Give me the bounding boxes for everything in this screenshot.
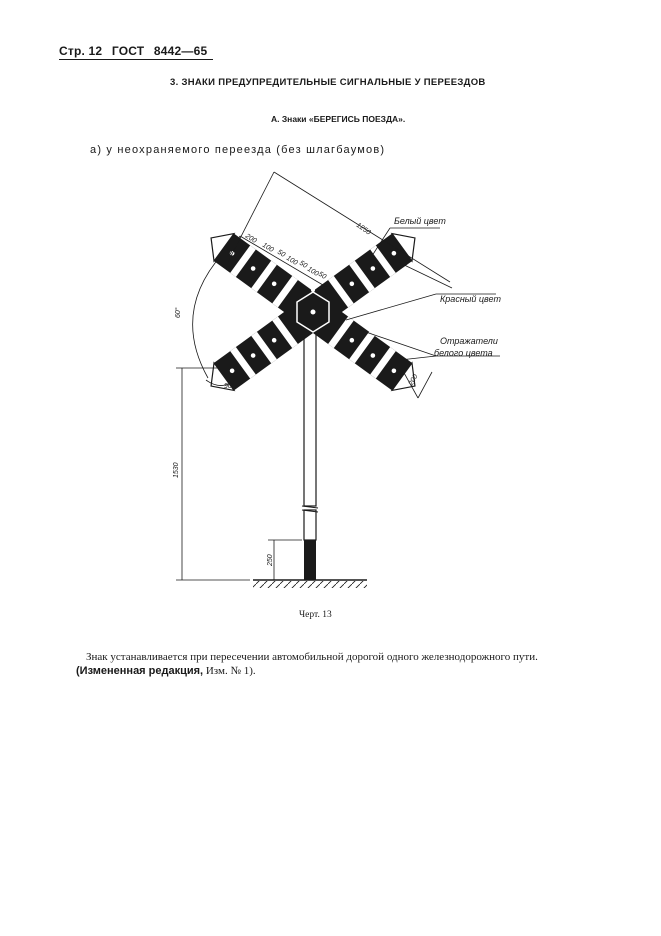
body-text: Знак устанавливается при пересечении автомобильной дорогой одного железнодорожного пути. <box>86 651 538 663</box>
ground <box>253 580 367 588</box>
label-white: Белый цвет <box>394 216 446 226</box>
variant-heading: а) у неохраняемого переезда (без шлагбаумов) <box>90 144 386 156</box>
dim-d4: 100 <box>284 254 299 267</box>
standard-number: 8442—65 <box>153 44 208 58</box>
amendment-bold: (Измененная редакция, <box>76 665 204 677</box>
standard-label: ГОСТ <box>111 44 145 58</box>
dim-width: 200 <box>407 373 420 387</box>
page-number: Стр. 12 <box>59 44 103 58</box>
dim-height: 1530 <box>173 462 180 478</box>
dim-d2: 100 <box>260 241 275 254</box>
post <box>302 330 318 580</box>
amendment-rest: Изм. № 1). <box>203 665 256 677</box>
label-red: Красный цвет <box>440 294 501 304</box>
dim-d7: 50 <box>316 270 328 281</box>
dim-angle-top: 60° <box>175 307 182 318</box>
dim-d6: 100 <box>305 265 320 278</box>
label-reflectors-2: белого цвета <box>434 348 493 358</box>
subsection-title: А. Знаки «БЕРЕГИСЬ ПОЕЗДА». <box>271 114 406 124</box>
dim-total: 1250 <box>354 221 372 237</box>
dim-d1: 200 <box>243 232 258 245</box>
dim-d5: 50 <box>297 259 309 270</box>
amendment-note <box>76 665 256 677</box>
dim-base: 250 <box>267 554 274 566</box>
figure-caption: Черт. 13 <box>299 610 332 620</box>
dim-angle-bottom: 90° <box>224 383 235 390</box>
label-reflectors-1: Отражатели <box>440 336 498 346</box>
dim-d3: 50 <box>275 248 287 259</box>
section-title: 3. ЗНАКИ ПРЕДУПРЕДИТЕЛЬНЫЕ СИГНАЛЬНЫЕ У ПЕРЕЕЗДОВ <box>170 77 486 88</box>
